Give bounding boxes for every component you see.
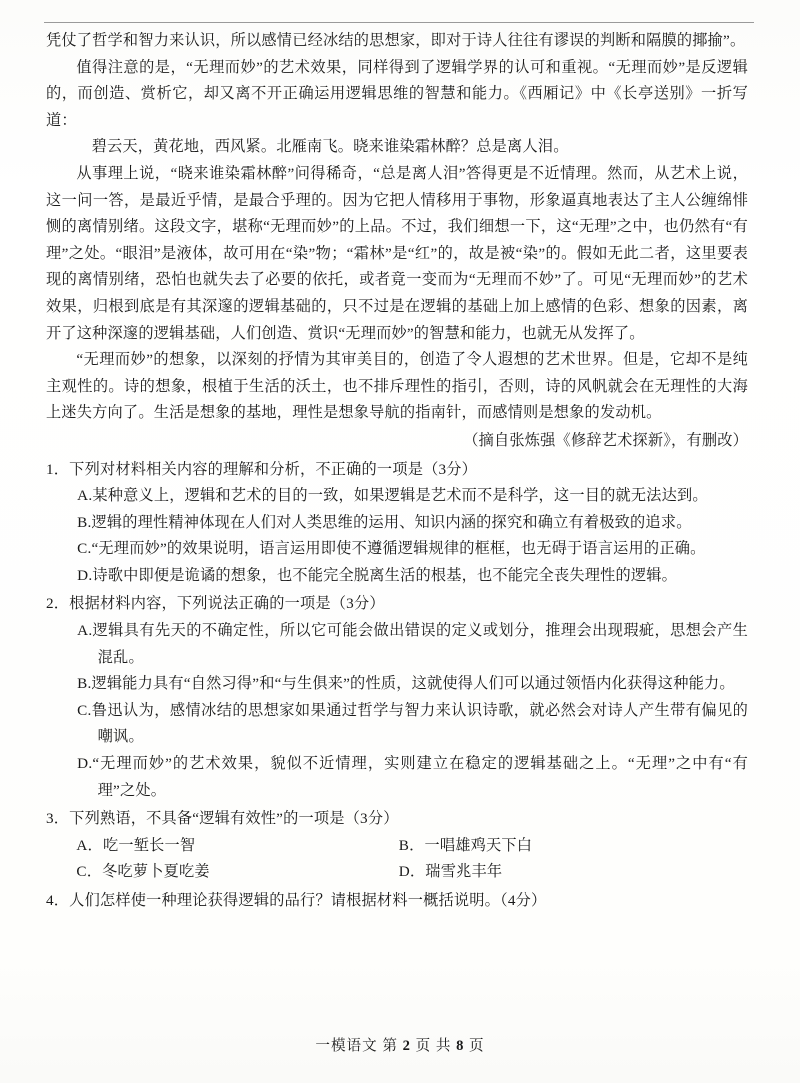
question-3-options <box>46 833 748 886</box>
footer-prefix: 一模语文 第 <box>315 1038 398 1054</box>
paragraph-1: 凭仗了哲学和智力来认识，所以感情已经冰结的思想家，即对于诗人往往有谬误的判断和隔膜的揶揄”。 <box>46 32 746 49</box>
question-3-options-row-2 <box>76 859 748 886</box>
footer-middle: 页 共 <box>415 1038 452 1054</box>
question-1-option-b: B.逻辑的理性精神体现在人们对人类思维的运用、知识内涵的探究和确立有着极致的追求。 <box>77 513 692 531</box>
question-2-option-c: C.鲁迅认为，感情冰结的思想家如果通过哲学与智力来认识诗歌，就必然会对诗人产生带有偏见的嘲讽。 <box>77 701 748 746</box>
question-1-option-a: A.某种意义上，逻辑和艺术的目的一致，如果逻辑是艺术而不是科学，这一目的就无法达到。 <box>77 487 708 505</box>
question-2-stem: 2．根据材料内容，下列说法正确的一项是（3分） <box>46 595 385 613</box>
question-3-stem: 3．下列熟语，不具备“逻辑有效性”的一项是（3分） <box>46 810 399 828</box>
source-attribution: （摘自张炼强《修辞艺术探新》，有删改） <box>463 431 748 449</box>
paragraph-3: 从事理上说，“晓来谁染霜林醉”问得稀奇，“总是离人泪”答得更是不近情理。然而，从艺术上说，这一问一答，是最近乎情，是最合乎理的。因为它把人情移用于事物，形象逼真地表达了主人公缠绵悱恻的离情别绪。这段文字，堪称“无理而妙”的上品。不过，我们细想一下，这“无理”之中，也仍然有“有理”之处。“眼泪”是液体，故可用在“染”物；“霜林”是“红”的，故是被“染”的。假如无此二者，这里要表现的离情别绪，恐怕也就失去了必要的依托，或者竟一变而为“无理而不妙”了。可见“无理而妙”的艺术效果，归根到底是有其深邃的逻辑基础的，只不过是在逻辑的基础上加上感情的色彩、想象的因素，离开了这种深邃的逻辑基础，人们创造、赏识“无理而妙”的智慧和能力，也就无从发挥了。 <box>46 164 748 342</box>
question-1-option-d: D.诗歌中即便是诡谲的想象，也不能完全脱离生活的根基，也不能完全丧失理性的逻辑。 <box>77 566 678 584</box>
top-rule <box>44 22 754 23</box>
question-3-options-row-1 <box>76 833 748 860</box>
poem-quote: 碧云天，黄花地，西风紧。北雁南飞。晓来谁染霜林醉？总是离人泪。 <box>91 138 569 156</box>
question-2-option-a: A.逻辑具有先天的不确定性，所以它可能会做出错误的定义或划分，推理会出现瑕疵，思想会产生混乱。 <box>77 622 748 666</box>
question-1-stem: 1．下列对材料相关内容的理解和分析，不正确的一项是（3分） <box>46 460 478 478</box>
question-3 <box>46 806 748 886</box>
question-2-option-b: B.逻辑能力具有“自然习得”和“与生俱来”的性质，这就使得人们可以通过领悟内化获得这种能力。 <box>77 675 735 693</box>
question-1-option-c: C.“无理而妙”的效果说明，语言运用即使不遵循逻辑规律的框框，也无碍于语言运用的正确。 <box>77 540 706 558</box>
question-3-option-b: B．一唱雄鸡天下白 <box>398 836 533 854</box>
footer-suffix: 页 <box>469 1038 485 1054</box>
question-4 <box>46 888 748 915</box>
question-3-option-c: C．冬吃萝卜夏吃姜 <box>76 863 210 881</box>
question-4-stem: 4．人们怎样使一种理论获得逻辑的品行？请根据材料一概括说明。（4分） <box>46 892 547 909</box>
question-1 <box>46 457 748 590</box>
page-footer <box>0 1034 800 1055</box>
question-3-option-a: A．吃一堑长一智 <box>76 836 196 854</box>
footer-total-pages: 8 <box>456 1038 465 1054</box>
article-body <box>46 28 748 915</box>
question-3-option-d: D．瑞雪兆丰年 <box>398 863 503 881</box>
paragraph-2: 值得注意的是，“无理而妙”的艺术效果，同样得到了逻辑学界的认可和重视。“无理而妙”是反逻辑的，而创造、赏析它，却又离不开正确运用逻辑思维的智慧和能力。《西厢记》中《长亭送别》一折写道： <box>46 58 748 129</box>
question-2 <box>46 591 748 804</box>
footer-page-number: 2 <box>402 1038 411 1054</box>
question-2-option-d: D.“无理而妙”的艺术效果，貌似不近情理，实则建立在稳定的逻辑基础之上。“无理”之中有“有理”之处。 <box>77 755 748 799</box>
paragraph-4: “无理而妙”的想象，以深刻的抒情为其审美目的，创造了令人遐想的艺术世界。但是，它却不是纯主观性的。诗的想象，根植于生活的沃土，也不排斥理性的指引，否则，诗的风帆就会在无理性的大海上迷失方向了。生活是想象的基地，理性是想象导航的指南针，而感情则是想象的发动机。 <box>46 351 748 422</box>
